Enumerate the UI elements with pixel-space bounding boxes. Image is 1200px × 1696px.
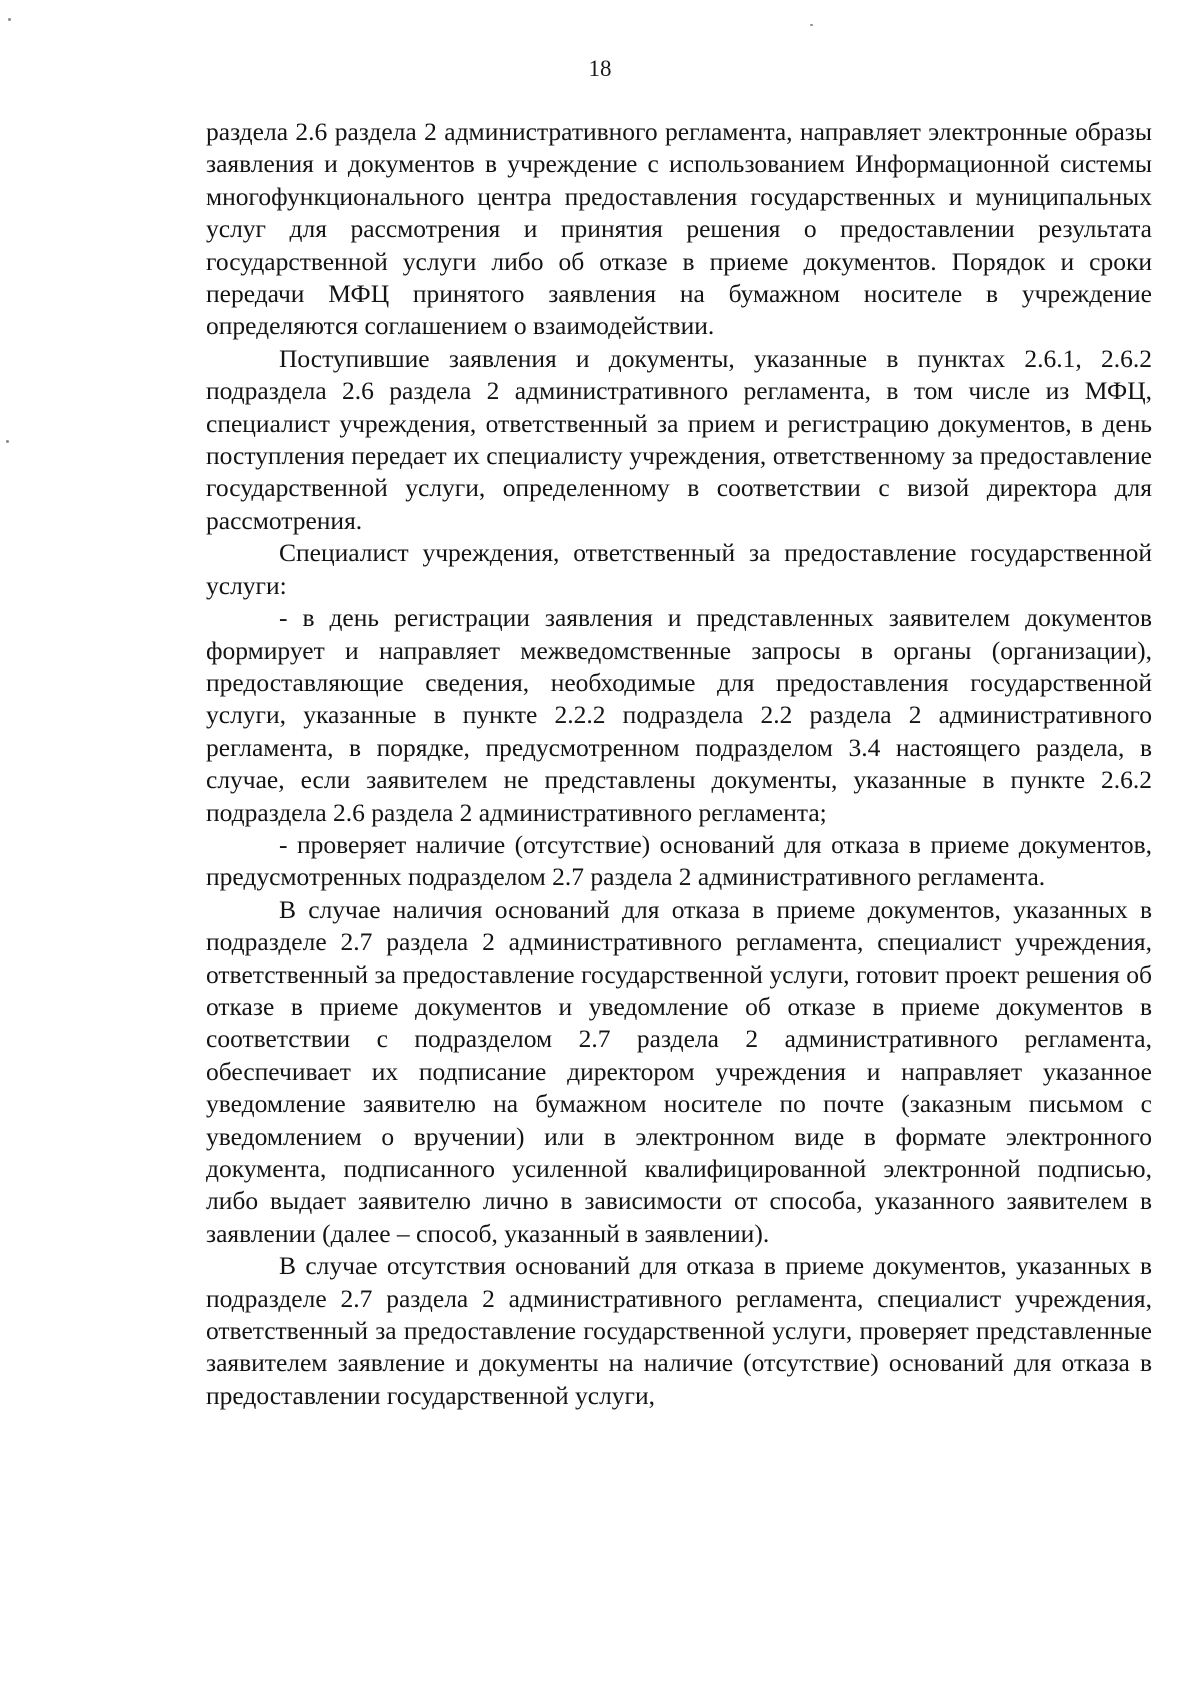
scan-speck — [8, 18, 11, 21]
list-item-interagency-requests: - в день регистрации заявления и представленных заявителем документов формирует и направляет межведомственные запросы в органы (организации), предоставляющие сведения, необходимые для предоставления государственной услуги, указанные в пункте 2.2.2 подраздела 2.2 раздела 2 административного регламента, в порядке, предусмотренном подразделом 3.4 настоящего раздела, в случае, если заявителем не представлены документы, указанные в пункте 2.6.2 подраздела 2.6 раздела 2 административного регламента; — [206, 603, 1152, 827]
scan-speck — [6, 440, 9, 443]
paragraph-received-applications: Поступившие заявления и документы, указанные в пунктах 2.6.1, 2.6.2 подраздела 2.6 раздела 2 административного регламента, в том числе из МФЦ, специалист учреждения, ответственный за прием и регистрацию документов, в день поступления передает их специалисту учреждения, ответственному за предоставление государственной услуги, определенному в соответствии с визой директора для рассмотрения. — [206, 343, 1152, 535]
paragraph-continuation: раздела 2.6 раздела 2 административного регламента, направляет электронные образы заявления и документов в учреждение с использованием Информационной системы многофункционального центра предоставления государственных и муниципальных услуг для рассмотрения и принятия решения о предоставлении результата государственной услуги либо об отказе в приеме документов. Порядок и сроки передачи МФЦ принятого заявления на бумажном носителе в учреждение определяются соглашением о взаимодействии. — [206, 117, 1152, 341]
document-body — [206, 116, 1152, 1412]
paragraph-no-refusal-case: В случае отсутствия оснований для отказа в приеме документов, указанных в подразделе 2.7 раздела 2 административного регламента, специалист учреждения, ответственный за предоставление государственной услуги, проверяет представленные заявителем заявление и документы на наличие (отсутствие) оснований для отказа в предоставлении государственной услуги, — [206, 1251, 1152, 1410]
list-item-check-grounds: - проверяет наличие (отсутствие) оснований для отказа в приеме документов, предусмотренных подразделом 2.7 раздела 2 административного регламента. — [206, 829, 1152, 892]
page-number: 18 — [588, 56, 612, 81]
paragraph-refusal-case: В случае наличия оснований для отказа в приеме документов, указанных в подразделе 2.7 раздела 2 административного регламента, специалист учреждения, ответственный за предоставление государственной услуги, готовит проект решения об отказе в приеме документов и уведомление об отказе в приеме документов в соответствии с подразделом 2.7 раздела 2 административного регламента, обеспечивает их подписание директором учреждения и направляет указанное уведомление заявителю на бумажном носителе по почте (заказным письмом с уведомлением о вручении) или в электронном виде в формате электронного документа, подписанного усиленной квалифицированной электронной подписью, либо выдает заявителю лично в зависимости от способа, указанного заявителем в заявлении (далее – способ, указанный в заявлении). — [206, 894, 1152, 1248]
paragraph-specialist-duties-intro: Специалист учреждения, ответственный за предоставление государственной услуги: — [206, 538, 1152, 600]
scan-speck — [810, 24, 813, 26]
